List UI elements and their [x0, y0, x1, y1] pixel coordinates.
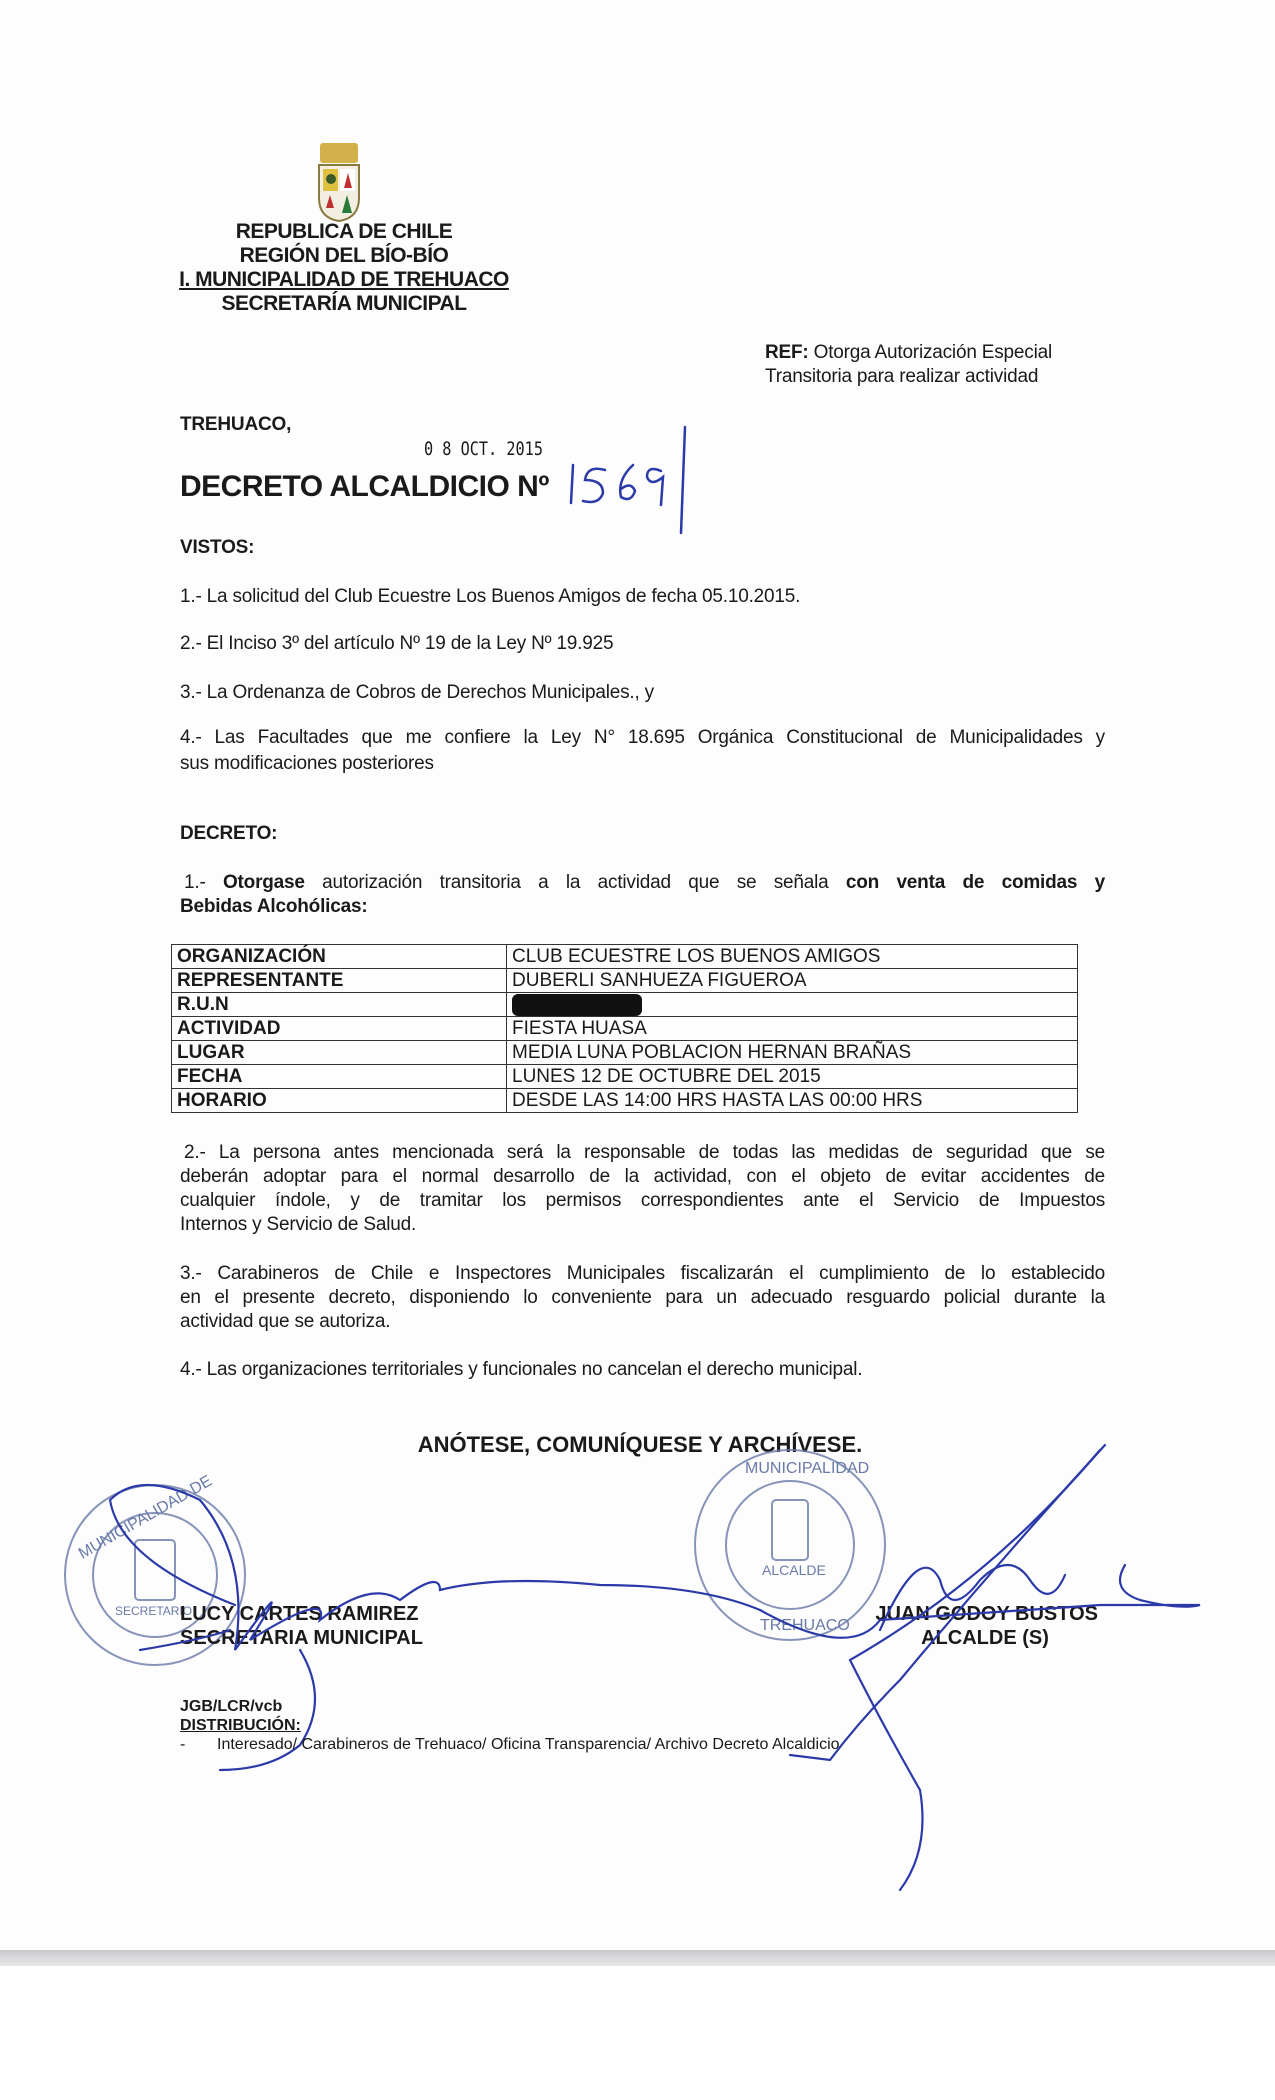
vistos-item: 1.- La solicitud del Club Ecuestre Los Buenos Amigos de fecha 05.10.2015. — [180, 586, 801, 607]
paragraph-2: deberán adoptar para el normal desarrollo de la actividad, con el objeto de evitar accidentes de — [180, 1166, 1105, 1187]
signatory-name: JUAN GODOY BUSTOS — [875, 1603, 1098, 1625]
paragraph-2: 2.- La persona antes mencionada será la responsable de todas las medidas de seguridad que se — [184, 1142, 1105, 1163]
vistos-heading: VISTOS: — [180, 537, 255, 558]
table-key: REPRESENTANTE — [172, 969, 507, 993]
ref-line-2: Transitoria para realizar actividad — [765, 366, 1039, 387]
header-line: SECRETARÍA MUNICIPAL — [221, 292, 467, 315]
paragraph-4: 4.- Las organizaciones territoriales y funcionales no cancelan el derecho municipal. — [180, 1359, 863, 1380]
svg-text:TREHUACO: TREHUACO — [760, 1617, 850, 1634]
svg-text:MUNICIPALIDAD: MUNICIPALIDAD — [745, 1460, 870, 1477]
table-value: FIESTA HUASA — [507, 1017, 1078, 1041]
table-key: ACTIVIDAD — [172, 1017, 507, 1041]
header-line: REPUBLICA DE CHILE — [235, 220, 453, 243]
paragraph-3: actividad que se autoriza. — [180, 1311, 391, 1332]
decreto-heading: DECRETO: — [180, 823, 278, 844]
paragraph-3: en el presente decreto, disponiendo lo conveniente para un adecuado resguardo policial durante la — [180, 1287, 1105, 1308]
ref-text: Otorga Autorización Especial — [808, 342, 1052, 363]
distribution-list: Interesado/ Carabineros de Trehuaco/ Oficina Transparencia/ Archivo Decreto Alcaldicio — [217, 1736, 840, 1753]
table-value: DUBERLI SANHUEZA FIGUEROA — [507, 969, 1078, 993]
paragraph-2: cualquier índole, y de tramitar los permisos correspondientes ante el Servicio de Impuestos — [180, 1190, 1105, 1211]
table-value: LUNES 12 DE OCTUBRE DEL 2015 — [507, 1065, 1078, 1089]
distribution-bullet: - — [180, 1736, 186, 1753]
table-value: DESDE LAS 14:00 HRS HASTA LAS 00:00 HRS — [507, 1089, 1078, 1113]
svg-text:ALCALDE: ALCALDE — [762, 1562, 826, 1578]
text: autorización transitoria a la actividad que se señala — [304, 872, 846, 893]
distribution-label: DISTRIBUCIÓN: — [180, 1717, 301, 1734]
signatory-role: ALCALDE (S) — [921, 1627, 1049, 1649]
paragraph-3: 3.- Carabineros de Chile e Inspectores Municipales fiscalizarán el cumplimiento de lo establecido — [180, 1263, 1105, 1284]
page-title: DECRETO ALCALDICIO Nº — [180, 470, 549, 503]
paragraph-2: Internos y Servicio de Salud. — [180, 1214, 417, 1235]
header-line: REGIÓN DEL BÍO-BÍO — [239, 244, 449, 267]
table-key: ORGANIZACIÓN — [172, 945, 507, 969]
vistos-item: 3.- La Ordenanza de Cobros de Derechos Municipales., y — [180, 682, 654, 703]
ref-label: REF: — [765, 342, 809, 363]
initials: JGB/LCR/vcb — [180, 1698, 283, 1715]
header-line: I. MUNICIPALIDAD DE TREHUACO — [179, 268, 509, 291]
table-value: CLUB ECUESTRE LOS BUENOS AMIGOS — [507, 945, 1078, 969]
table-key: LUGAR — [172, 1041, 507, 1065]
signatory-role: SECRETARIA MUNICIPAL — [180, 1627, 423, 1649]
table-key: HORARIO — [172, 1089, 507, 1113]
text: Otorgase — [222, 872, 305, 893]
vistos-item: 2.- El Inciso 3º del artículo Nº 19 de la Ley Nº 19.925 — [180, 633, 614, 654]
signatory-name: LUCY CARTES RAMIREZ — [180, 1603, 419, 1625]
date-stamp: 0 8 OCT. 2015 — [424, 438, 543, 460]
text: 1.- — [184, 872, 223, 893]
svg-text:SECRETARIO: SECRETARIO — [115, 1604, 193, 1618]
decreto-paragraph-1-line2: Bebidas Alcohólicas: — [180, 896, 368, 917]
vistos-item-continuation: sus modificaciones posteriores — [180, 753, 434, 774]
table-key: FECHA — [172, 1065, 507, 1089]
vistos-item: 4.- Las Facultades que me confiere la Ley N° 18.695 Orgánica Constitucional de Municipalidades y — [180, 727, 1105, 748]
closing-formula: ANÓTESE, COMUNÍQUESE Y ARCHÍVESE. — [417, 1432, 863, 1457]
place: TREHUACO, — [180, 414, 292, 435]
table-key: R.U.N — [172, 993, 507, 1017]
text: con venta de comidas y — [845, 872, 1106, 893]
svg-text:MUNICIPALIDAD DE: MUNICIPALIDAD DE — [75, 1472, 216, 1563]
table-value: MEDIA LUNA POBLACION HERNAN BRAÑAS — [507, 1041, 1078, 1065]
